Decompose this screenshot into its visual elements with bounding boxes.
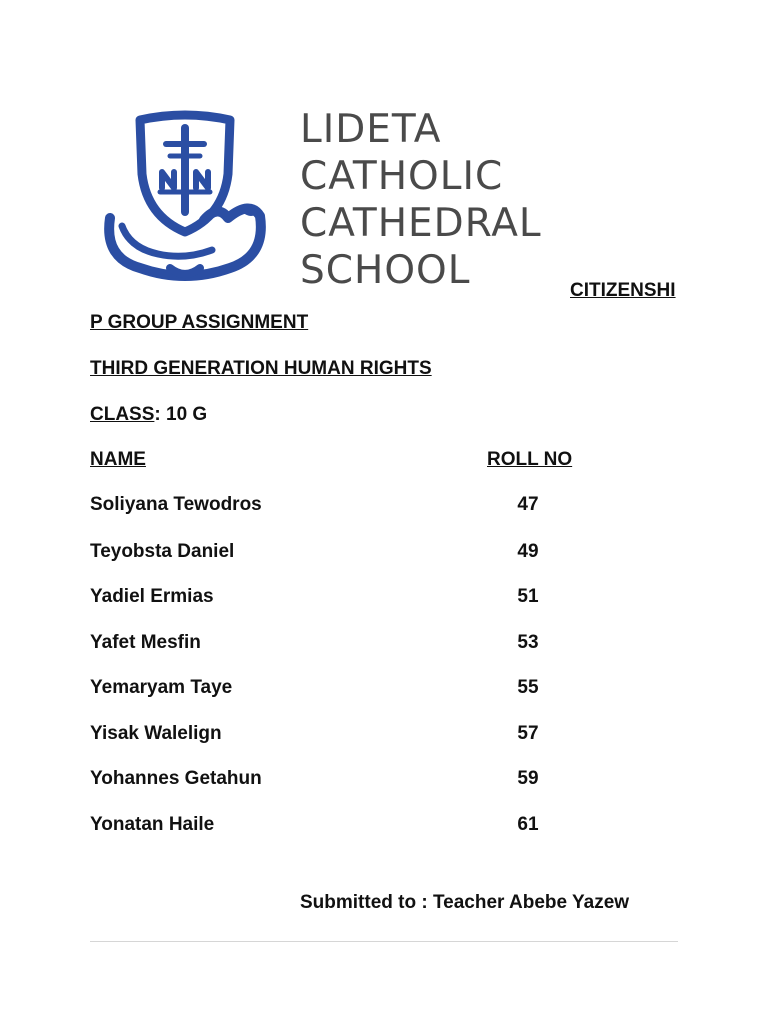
school-name-line: LIDETA <box>300 107 442 152</box>
page-divider <box>90 941 678 942</box>
member-name: Teyobsta Daniel <box>90 541 235 562</box>
member-roll: 55 <box>517 677 539 698</box>
school-name <box>300 106 542 294</box>
school-name-line: SCHOOL <box>300 248 471 293</box>
member-roll: 57 <box>517 723 539 744</box>
assignment-topic: THIRD GENERATION HUMAN RIGHTS <box>90 358 432 379</box>
member-name: Soliyana Tewodros <box>90 494 262 515</box>
school-name-line: CATHEDRAL <box>300 201 542 246</box>
member-name: Yafet Mesfin <box>90 632 201 653</box>
member-roll: 59 <box>517 768 539 789</box>
lideta-cathedral-crest-icon <box>100 108 270 286</box>
member-name: Yonatan Haile <box>90 814 215 835</box>
member-roll: 61 <box>517 814 539 835</box>
school-name-line: CATHOLIC <box>300 154 504 199</box>
class-line <box>90 403 207 427</box>
member-name: Yohannes Getahun <box>90 768 262 789</box>
subject-line-2: P GROUP ASSIGNMENT <box>90 312 309 333</box>
roll-column-header: ROLL NO <box>487 449 573 470</box>
submitted-to: Submitted to : Teacher Abebe Yazew <box>300 892 630 913</box>
class-value: : 10 G <box>154 404 208 425</box>
member-roll: 49 <box>517 541 539 562</box>
member-name: Yemaryam Taye <box>90 677 233 698</box>
member-name: Yisak Walelign <box>90 723 222 744</box>
member-roll: 47 <box>517 494 539 515</box>
member-roll: 53 <box>517 632 539 653</box>
member-roll: 51 <box>517 586 539 607</box>
subject-line-1: CITIZENSHI <box>570 280 676 301</box>
member-name: Yadiel Ermias <box>90 586 214 607</box>
class-label: CLASS <box>90 404 155 425</box>
name-column-header: NAME <box>90 449 146 470</box>
